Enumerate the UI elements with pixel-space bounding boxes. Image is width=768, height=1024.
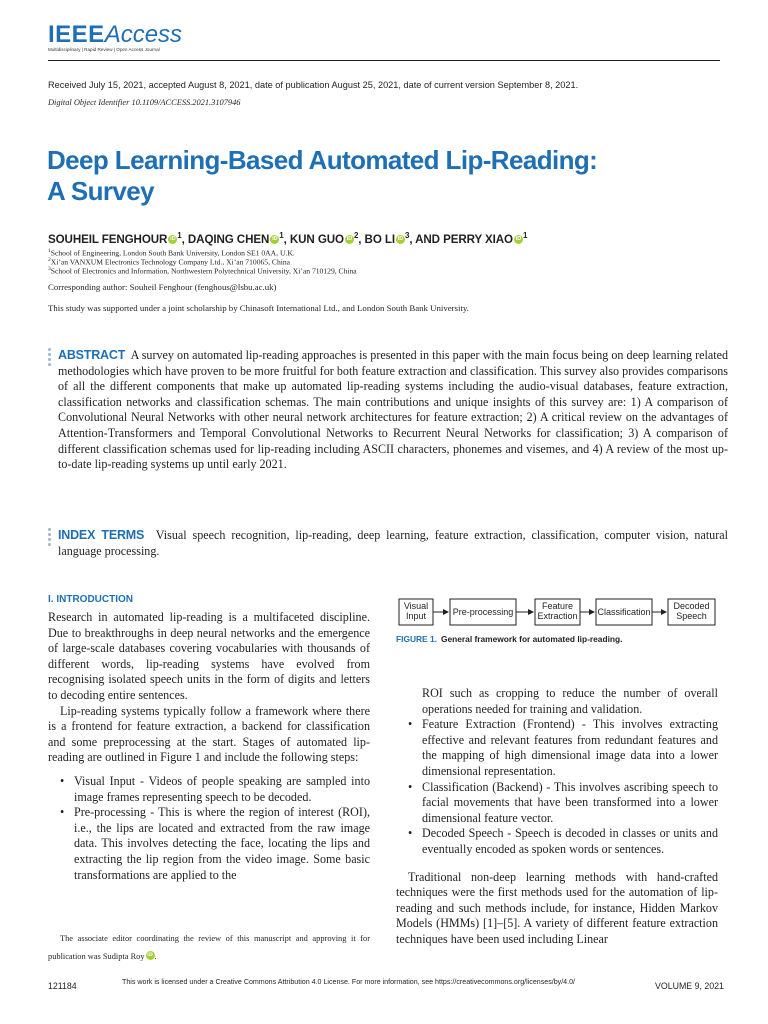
- orcid-id-icon[interactable]: iD: [397, 235, 404, 242]
- author-separator: ,: [181, 232, 188, 246]
- affiliation-number: 2: [48, 257, 51, 263]
- editor-note: [48, 930, 370, 966]
- orcid-id-icon[interactable]: iD: [346, 235, 353, 242]
- index-terms-text: Visual speech recognition, lip-reading, deep learning, feature extraction, classification, computer vision, natural language processing.: [58, 528, 728, 558]
- paper-title: [47, 145, 727, 207]
- affiliation-text: School of Engineering, London South Bank University, London SE1 0AA, U.K.: [50, 248, 295, 258]
- license-notice: This work is licensed under a Creative Commons Attribution 4.0 License. For more information, see https://creativecommons.org/licenses/by/4.0/: [122, 978, 576, 986]
- figure-box-label: Visual: [403, 601, 429, 611]
- figure-1-caption: [396, 634, 622, 644]
- author-affiliation-number: 2: [353, 231, 359, 240]
- figure-box-label: Decoded: [673, 601, 710, 611]
- logo-access: Access: [104, 21, 183, 48]
- intro-paragraph-1: Research in automated lip-reading is a multifaceted discipline. Due to breakthroughs in deep neural networks and the emergence of large-scale databases covering vocabularies with thousands of different words, lip-reading systems have evolved from recognising isolated speech units in the form of digits and letters to decoding entire sentences.: [48, 610, 370, 702]
- figure-box-label: Feature: [541, 601, 574, 611]
- journal-logo: [48, 22, 182, 48]
- section-heading-introduction: I. INTRODUCTION: [48, 594, 133, 605]
- abstract-label: ABSTRACT: [58, 348, 126, 362]
- left-column: [48, 610, 370, 883]
- figure-caption-text: General framework for automated lip-reading.: [440, 634, 623, 644]
- header-rule: [48, 60, 720, 61]
- logo-ieee: IEEE: [48, 21, 105, 48]
- affiliation-text: School of Electronics and Information, Northwestern Polytechnical University, Xi’an 710129, China: [50, 266, 357, 276]
- figure-1-diagram: [396, 596, 720, 630]
- author-affiliation-number: 1: [279, 231, 284, 240]
- figure-box-label: Speech: [676, 611, 707, 621]
- editor-note-suffix: .: [154, 952, 157, 961]
- author-separator: , AND: [409, 232, 444, 246]
- list-item: • Decoded Speech - Speech is decoded in classes or units and eventually encoded as spoken words or sentences.: [396, 826, 718, 857]
- figure-label: FIGURE 1.: [396, 634, 437, 644]
- figure-box-label: Extraction: [537, 611, 578, 621]
- orcid-id-icon[interactable]: iD: [515, 235, 522, 242]
- list-item: • Visual Input - Videos of people speaking are sampled into image frames representing speech to be decoded.: [48, 774, 370, 805]
- affiliation-number: 3: [48, 266, 51, 272]
- received-dates: Received July 15, 2021, accepted August 8, 2021, date of publication August 25, 2021, date of current version September 8, 2021.: [48, 80, 579, 90]
- intro-paragraph-2: Lip-reading systems typically follow a framework where there is a frontend for feature extraction, a backend for classification and some preprocessing at the start. Stages of automated lip-reading are outlined in Figure 1 and include the following steps:: [48, 703, 370, 765]
- list-item: • Classification (Backend) - This involves ascribing speech to facial movements that have been transformed into a lower dimensional feature vector.: [396, 780, 718, 827]
- right-column: [396, 686, 718, 948]
- figure-box-label: Classification: [597, 607, 651, 617]
- author-name: PERRY XIAO: [443, 232, 513, 246]
- index-terms: [58, 528, 728, 559]
- orcid-id-icon[interactable]: iD: [147, 952, 153, 958]
- index-terms-label: INDEX TERMS: [58, 528, 145, 542]
- affiliation-3: [48, 265, 357, 276]
- step-list-right: [396, 717, 718, 857]
- editor-note-text: The associate editor coordinating the review of this manuscript and approving it for publication was Sudipta Roy: [48, 934, 370, 961]
- author-name: SOUHEIL FENGHOUR: [48, 232, 168, 246]
- author-name: BO LI: [364, 232, 395, 246]
- orcid-id-icon[interactable]: iD: [272, 235, 278, 242]
- list-item: • Pre-processing - This is where the region of interest (ROI), i.e., the lips are located and extracted from the raw image data. This involves detecting the face, locating the lips and extracting the lip region from the video image. Some basic transformations are applied to the: [48, 805, 370, 883]
- step-list-left: [48, 774, 370, 883]
- intro-paragraph-3: Traditional non-deep learning methods with hand-crafted techniques were the first methods used for the automation of lip-reading and such methods include, for instance, Hidden Markov Models (HMMs) [1]–[5]. A variety of different feature extraction techniques have been used including Linear: [396, 869, 718, 946]
- affiliation-number: 1: [48, 248, 51, 254]
- orcid-id-icon[interactable]: iD: [170, 235, 176, 242]
- figure-box-label: Input: [405, 611, 427, 621]
- funding-statement: This study was supported under a joint scholarship by Chinasoft International Ltd., and London South Bank University.: [48, 303, 469, 313]
- journal-tagline: Multidisciplinary | Rapid Review | Open Access Journal: [48, 47, 160, 52]
- affiliation-text: Xi’an VANXUM Electronics Technology Company Ltd., Xi’an 710065, China: [50, 257, 291, 267]
- author-name: KUN GUO: [289, 232, 344, 246]
- list-item-continuation: ROI such as cropping to reduce the number of overall operations needed for training and validation.: [422, 686, 718, 716]
- author-name: DAQING CHEN: [187, 232, 270, 246]
- author-affiliation-number: 1: [522, 231, 528, 240]
- author-list: [48, 231, 527, 246]
- corresponding-author: Corresponding author: Souheil Fenghour (fenghous@lsbu.ac.uk): [48, 282, 277, 292]
- figure-box-label: Pre-processing: [452, 607, 514, 617]
- abstract: [58, 348, 728, 473]
- abstract-marker-dots: [48, 348, 52, 368]
- title-line-2: A Survey: [47, 176, 154, 206]
- author-separator: ,: [283, 232, 290, 246]
- author-affiliation-number: 1: [177, 231, 182, 240]
- list-item: • Feature Extraction (Frontend) - This involves extracting effective and relevant features from redundant features and the mapping of high dimensional image data into a lower dimensional representation.: [396, 717, 718, 779]
- abstract-text: A survey on automated lip-reading approaches is presented in this paper with the main focus being on deep learning related methodologies which have proven to be more fruitful for both feature extraction and classification. This survey also provides comparisons of all the different components that make up automated lip-reading systems including the audio-visual databases, feature extraction, classification networks and classification schemas. The main contributions and unique insights of this survey are: 1) A comparison of Convolutional Neural Networks with other neural network architectures for feature extraction; 2) A critical review on the advantages of Attention-Transformers and Temporal Convolutional Networks to Recurrent Neural Networks for classification; 3) A comparison of different classification schemas used for lip-reading including ASCII characters, phonemes and visemes, and 4) A review of the most up-to-date lip-reading systems up until early 2021.: [58, 348, 728, 472]
- page-number: 121184: [48, 981, 77, 991]
- author-separator: ,: [358, 232, 365, 246]
- author-affiliation-number: 3: [404, 231, 410, 240]
- volume-label: VOLUME 9, 2021: [655, 981, 724, 991]
- title-line-1: Deep Learning-Based Automated Lip-Reading:: [47, 145, 598, 175]
- index-terms-marker-dots: [48, 528, 52, 548]
- doi-line: Digital Object Identifier 10.1109/ACCESS.2021.3107946: [48, 98, 241, 107]
